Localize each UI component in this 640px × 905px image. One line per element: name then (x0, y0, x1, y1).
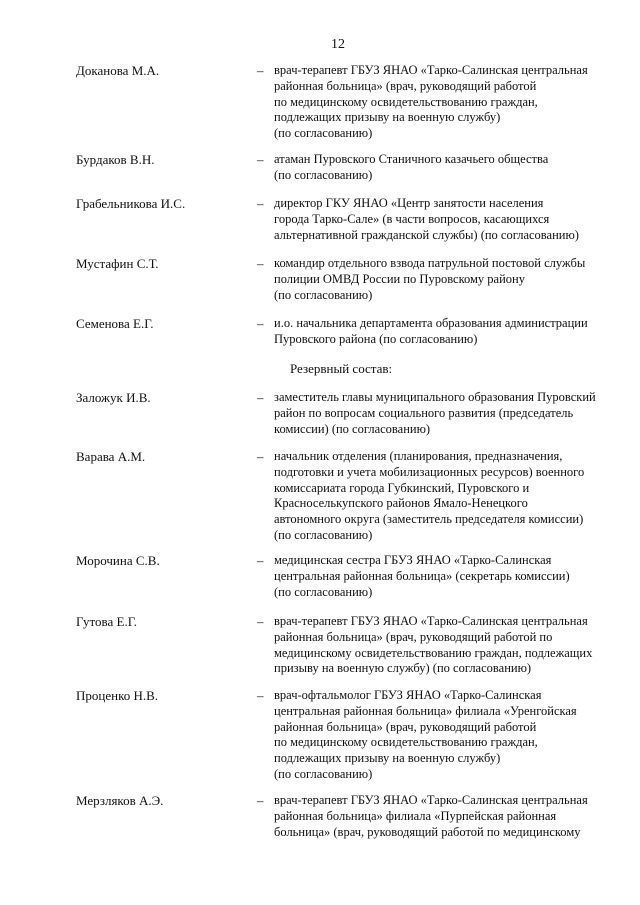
member-name: Варава А.М. (76, 449, 146, 464)
description-line: города Тарко-Сале» (в части вопросов, касающихся (274, 211, 550, 226)
description-line: больница» (врач, руководящий работой по медицинскому (274, 824, 581, 839)
description-line: (по согласованию) (274, 126, 373, 141)
dash-separator: – (257, 449, 264, 464)
member-description (274, 390, 612, 437)
description-line: по медицинскому освидетельствованию граждан, (274, 735, 538, 750)
description-line: Красноселькупского районов Ямало-Ненецкого (274, 496, 528, 511)
member-description (274, 256, 612, 303)
member-name: Проценко Н.В. (76, 688, 159, 703)
member-description (274, 63, 612, 142)
member-name: Доканова М.А. (76, 63, 160, 78)
member-description (274, 152, 612, 184)
dash-separator: – (257, 152, 264, 167)
dash-separator: – (257, 256, 264, 271)
member-name: Бурдаков В.Н. (76, 152, 155, 167)
description-line: район по вопросам социального развития (председатель (274, 405, 574, 420)
member-description (274, 553, 612, 600)
description-line: врач-терапевт ГБУЗ ЯНАО «Тарко-Салинская центральная (274, 614, 588, 628)
description-line: медицинскому освидетельствованию граждан, подлежащих (274, 645, 593, 660)
description-line: (по согласованию) (274, 527, 373, 542)
description-line: (по согласованию) (274, 167, 373, 182)
dash-separator: – (257, 390, 264, 405)
description-line: районная больница» филиала «Пурпейская районная (274, 808, 557, 823)
dash-separator: – (257, 63, 264, 78)
member-name: Мерзляков А.Э. (76, 793, 164, 808)
description-line: по медицинскому освидетельствованию граждан, (274, 94, 538, 109)
dash-separator: – (257, 614, 264, 629)
description-line: директор ГКУ ЯНАО «Центр занятости населения (274, 196, 544, 210)
dash-separator: – (257, 196, 264, 211)
description-line: (по согласованию) (274, 584, 373, 599)
description-line: заместитель главы муниципального образования Пуровский (274, 390, 596, 404)
description-line: районная больница» (врач, руководящий работой (274, 719, 537, 734)
description-line: медицинская сестра ГБУЗ ЯНАО «Тарко-Салинская (274, 553, 552, 567)
description-line: подлежащих призыву на военную службу) (274, 110, 501, 125)
description-line: комиссии) (по согласованию) (274, 421, 431, 436)
member-name: Мустафин С.Т. (76, 256, 159, 271)
dash-separator: – (257, 316, 264, 331)
dash-separator: – (257, 793, 264, 808)
description-line: Пуровского района (по согласованию) (274, 331, 478, 346)
description-line: (по согласованию) (274, 766, 373, 781)
description-line: врач-офтальмолог ГБУЗ ЯНАО «Тарко-Салинская (274, 688, 542, 702)
description-line: районная больница» (врач, руководящий работой (274, 78, 537, 93)
member-name: Морочина С.В. (76, 553, 160, 568)
description-line: призыву на военную службу) (по согласованию) (274, 661, 532, 676)
description-line: (по согласованию) (274, 287, 373, 302)
description-line: командир отдельного взвода патрульной постовой службы (274, 256, 586, 270)
description-line: подготовки и учета мобилизационных ресурсов) военного (274, 464, 585, 479)
description-line: врач-терапевт ГБУЗ ЯНАО «Тарко-Салинская центральная (274, 63, 588, 77)
description-line: автономного округа (заместитель председателя комиссии) (274, 512, 584, 527)
member-description (274, 793, 612, 840)
member-name: Заложук И.В. (76, 390, 151, 405)
description-line: атаман Пуровского Станичного казачьего общества (274, 152, 549, 166)
member-description (274, 196, 612, 243)
member-name: Семенова Е.Г. (76, 316, 154, 331)
description-line: комиссариата города Губкинский, Пуровского и (274, 480, 530, 495)
description-line: центральная районная больница» (секретарь комиссии) (274, 568, 570, 583)
page-number: 12 (331, 37, 345, 52)
description-line: и.о. начальника департамента образования администрации (274, 316, 588, 330)
description-line: полиции ОМВД России по Пуровскому району (274, 271, 525, 286)
member-description (274, 688, 612, 783)
description-line: начальник отделения (планирования, предназначения, (274, 449, 563, 463)
dash-separator: – (257, 688, 264, 703)
description-line: альтернативной гражданской службы) (по согласованию) (274, 227, 579, 242)
description-line: подлежащих призыву на военную службу) (274, 751, 501, 766)
reserve-section-heading: Резервный состав: (290, 361, 393, 376)
member-description (274, 614, 612, 677)
member-name: Грабельникова И.С. (76, 196, 186, 211)
member-description (274, 316, 612, 348)
member-description (274, 449, 612, 544)
member-name: Гутова Е.Г. (76, 614, 138, 629)
description-line: врач-терапевт ГБУЗ ЯНАО «Тарко-Салинская центральная (274, 793, 588, 807)
description-line: районная больница» (врач, руководящий работой по (274, 629, 553, 644)
description-line: центральная районная больница» филиала «Уренгойская (274, 703, 577, 718)
dash-separator: – (257, 553, 264, 568)
